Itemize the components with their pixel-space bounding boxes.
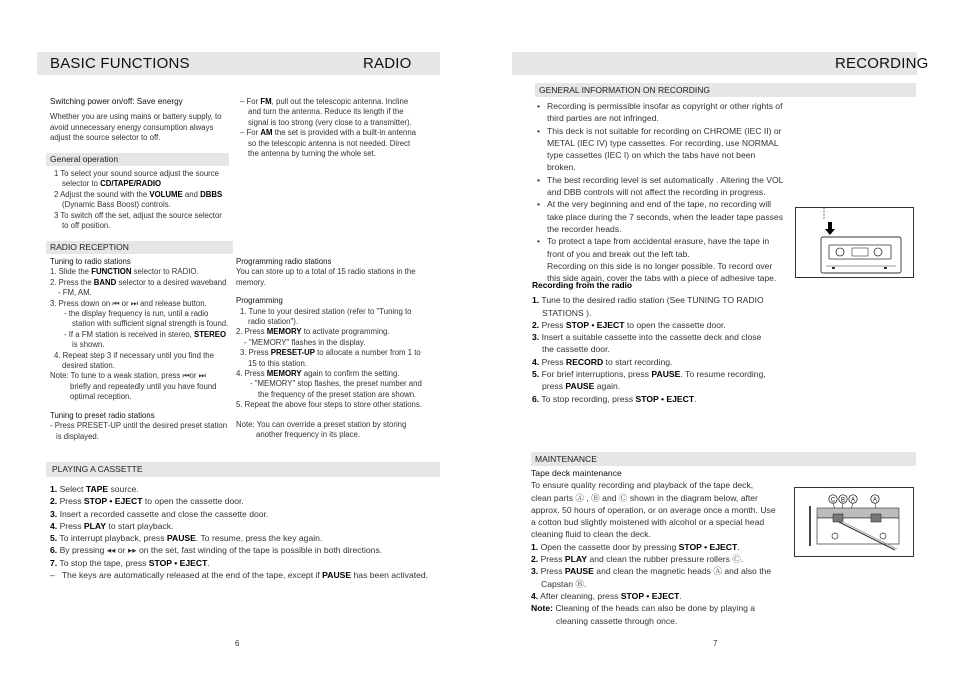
info-bullet-4: • At the very beginning and end of the tape, no recording will take place during the 7 seconds, when the leader tape passes the recorder heads. xyxy=(533,198,785,235)
play-note: – The keys are automatically released at the end of the tape, except if PAUSE has been activated. xyxy=(50,570,429,581)
maintenance-section xyxy=(531,467,776,627)
play-step-6: 6. By pressing ◂◂ or ▸▸ on the set, fast winding of the tape is possible in both directions. xyxy=(50,545,383,556)
switching-section xyxy=(50,97,230,144)
rec-step-1: 1. Tune to the desired radio station (See TUNING TO RADIO STATIONS ). xyxy=(532,295,764,318)
switching-text: Whether you are using mains or battery supply, to avoid unnecessary energy consumption always adjust the source selector to off. xyxy=(50,112,222,143)
prog-step-2: 2. Press MEMORY to activate programming. xyxy=(236,327,390,337)
gen-item-1: 1 To select your sound source adjust the source selector to CD/TAPE/RADIO xyxy=(54,169,220,189)
rec-step-2: 2. Press STOP • EJECT to open the cassette door. xyxy=(532,319,726,330)
tune-step-4: 4. Repeat step 3 if necessary until you find the desired station. xyxy=(54,350,214,371)
tune-note: Note: To tune to a weak station, press ⏮or ⏭ xyxy=(50,371,206,381)
fm-antenna-text: – For FM, pull out the telescopic antenna. Incline and turn the antenna. Reduce its length if the signal is too strong (very close to a transmitter). xyxy=(240,97,412,127)
radio-reception-heading: RADIO RECEPTION xyxy=(46,241,233,254)
info-bullet-2: • This deck is not suitable for recording on CHROME (IEC II) or METAL (IEC IV) type cassettes. For recording, use NORMAL type cassettes (IEC I) on which the tabs have not been broken. xyxy=(533,125,785,174)
prog-title: Programming radio stations xyxy=(236,257,332,266)
play-step-1: 1. Select TAPE source. xyxy=(50,484,139,494)
programming-heading: Programming xyxy=(236,296,283,306)
maint-step-1: 1. Open the cassette door by pressing STOP • EJECT. xyxy=(531,541,740,552)
diagram-label-a1 xyxy=(849,495,857,504)
svg-text:B: B xyxy=(840,497,846,504)
switching-title: Switching power on/off: Save energy xyxy=(50,97,183,106)
rec-step-4: 4. Press RECORD to start recording. xyxy=(532,356,673,367)
info-bullet-5-cont: Recording on this side is no longer possible. To record over this side again, cover the tabs with a piece of adhesive tape. xyxy=(547,260,777,284)
antenna-section xyxy=(236,97,416,159)
maint-step-2: 2. Press PLAY and clean the rubber pressure rollers Ⓒ. xyxy=(531,554,744,565)
prog-step-2-detail: - "MEMORY" flashes in the display. xyxy=(244,337,366,347)
tune-step-3-stereo: - If a FM station is received in stereo, STEREO is shown. xyxy=(64,329,227,350)
preset-title: Tuning to preset radio stations xyxy=(50,410,155,420)
maint-note: Note: Cleaning of the heads can also be done by playing a cleaning cassette through once. xyxy=(531,603,756,626)
am-antenna-text: – For AM the set is provided with a built-in antenna so the telescopic antenna is not needed. Direct the antenna by turning the whole set. xyxy=(240,128,416,159)
radio-header-title: RADIO xyxy=(363,55,412,72)
rewind-icon: ◂◂ xyxy=(106,545,116,556)
svg-text:A: A xyxy=(872,497,878,504)
diagram-label-b xyxy=(839,495,847,504)
recording-header-title: RECORDING xyxy=(835,55,929,72)
gen-item-2: 2 Adjust the sound with the VOLUME and DBBS (Dynamic Bass Boost) controls. xyxy=(54,189,223,210)
programming-section xyxy=(236,257,422,441)
prog-step-1: 1. Tune to your desired station (refer to "Tuning to radio station"). xyxy=(240,306,412,327)
rec-step-6: 6. To stop recording, press STOP • EJECT. xyxy=(532,393,697,404)
rec-step-5: 5. For brief interruptions, press PAUSE. To resume recording, press PAUSE again. xyxy=(532,369,766,392)
maint-step-4: 4. After cleaning, press STOP • EJECT. xyxy=(531,590,682,601)
info-bullet-3: • The best recording level is set automatically . Altering the VOL and DBB controls will not affect the recording in progress. xyxy=(533,174,785,199)
prog-text: You can store up to a total of 15 radio stations in the memory. xyxy=(236,267,416,287)
previous-icon: ⏮ xyxy=(112,298,120,308)
general-info-list xyxy=(533,100,785,284)
deck-text: To ensure quality recording and playback of the tape deck, clean parts Ⓐ , Ⓑ and Ⓒ shown in the diagram below, after approx. 50 hours of operation, or on average once a month. Use a cotton bud slightly moistened with alcohol or a special head cleaning fluid to clean the deck. xyxy=(531,480,776,540)
playing-cassette-heading: PLAYING A CASSETTE xyxy=(46,462,440,477)
info-bullet-1: • Recording is permissible insofar as copyright or other rights of third parties are not infringed. xyxy=(533,100,785,125)
next-icon: ⏭ xyxy=(198,371,206,381)
tune-step-2-bands: - FM, AM. xyxy=(58,288,92,298)
tuning-title: Tuning to radio stations xyxy=(50,257,131,266)
previous-icon: ⏮ xyxy=(182,371,190,381)
general-operation-heading: General operation xyxy=(46,153,229,166)
tune-step-3: 3. Press down on ⏮ or ⏭ and release button. xyxy=(50,298,207,308)
rec-step-3: 3. Insert a suitable cassette into the cassette deck and close the cassette door. xyxy=(532,332,762,355)
play-step-5: 5. To interrupt playback, press PAUSE. To resume, press the key again. xyxy=(50,533,323,544)
diagram-label-a2 xyxy=(871,495,879,504)
prog-step-4: 4. Press MEMORY again to confirm the setting. xyxy=(236,369,400,379)
prog-note: Note: You can override a preset station by storing another frequency in its place. xyxy=(236,419,407,440)
page-number-left: 6 xyxy=(235,639,240,648)
maint-step-3: 3. Press PAUSE and clean the magnetic heads Ⓐ and also the Capstan Ⓑ. xyxy=(531,566,772,589)
prog-step-3: 3. Press PRESET-UP to allocate a number from 1 to 15 to this station. xyxy=(240,348,421,368)
gen-item-3: 3 To switch off the set, adjust the source selector to off position. xyxy=(54,210,222,231)
next-icon: ⏭ xyxy=(130,298,138,308)
down-arrow-icon xyxy=(825,222,835,235)
playing-cassette-list xyxy=(50,483,442,581)
tune-step-2: 2. Press the BAND selector to a desired waveband xyxy=(50,277,227,287)
preset-text: - Press PRESET-UP until the desired preset station is displayed. xyxy=(50,421,228,441)
svg-text:C: C xyxy=(830,497,836,504)
deck-title: Tape deck maintenance xyxy=(531,468,622,478)
maintenance-heading: MAINTENANCE xyxy=(531,452,916,466)
play-step-7: 7. To stop the tape, press STOP • EJECT. xyxy=(50,557,210,568)
left-header-title: BASIC FUNCTIONS xyxy=(50,55,190,72)
recording-from-radio xyxy=(532,279,772,405)
tape-deck-diagram xyxy=(794,487,914,557)
tune-note-detail: briefly and repeatedly until you have found optimal reception. xyxy=(70,381,217,402)
general-info-heading: GENERAL INFORMATION ON RECORDING xyxy=(535,83,916,97)
general-operation-list xyxy=(50,169,228,231)
tune-step-1: 1. Slide the FUNCTION selector to RADIO. xyxy=(50,267,199,277)
prog-step-4-detail: - "MEMORY" stop flashes, the preset number and the frequency of the preset station are shown. xyxy=(250,379,422,399)
page-number-right: 7 xyxy=(713,639,718,648)
rec-title: Recording from the radio xyxy=(532,280,633,290)
prog-step-5: 5. Repeat the above four steps to store other stations. xyxy=(236,400,422,410)
fast-forward-icon: ▸▸ xyxy=(127,545,137,556)
play-step-2: 2. Press STOP • EJECT to open the cassette door. xyxy=(50,496,244,507)
svg-text:A: A xyxy=(850,497,856,504)
tuning-section xyxy=(50,257,232,442)
play-step-4: 4. Press PLAY to start playback. xyxy=(50,520,174,531)
cassette-tab-diagram xyxy=(795,207,914,278)
info-bullet-5: • To protect a tape from accidental erasure, have the tape in front of you and break out the left tab. xyxy=(533,235,785,260)
play-step-3: 3. Insert a recorded cassette and close the cassette door. xyxy=(50,508,269,519)
tune-step-3-detail: - the display frequency is run, until a radio station with sufficient signal strength is found. xyxy=(64,309,229,329)
diagram-label-c xyxy=(829,495,837,504)
